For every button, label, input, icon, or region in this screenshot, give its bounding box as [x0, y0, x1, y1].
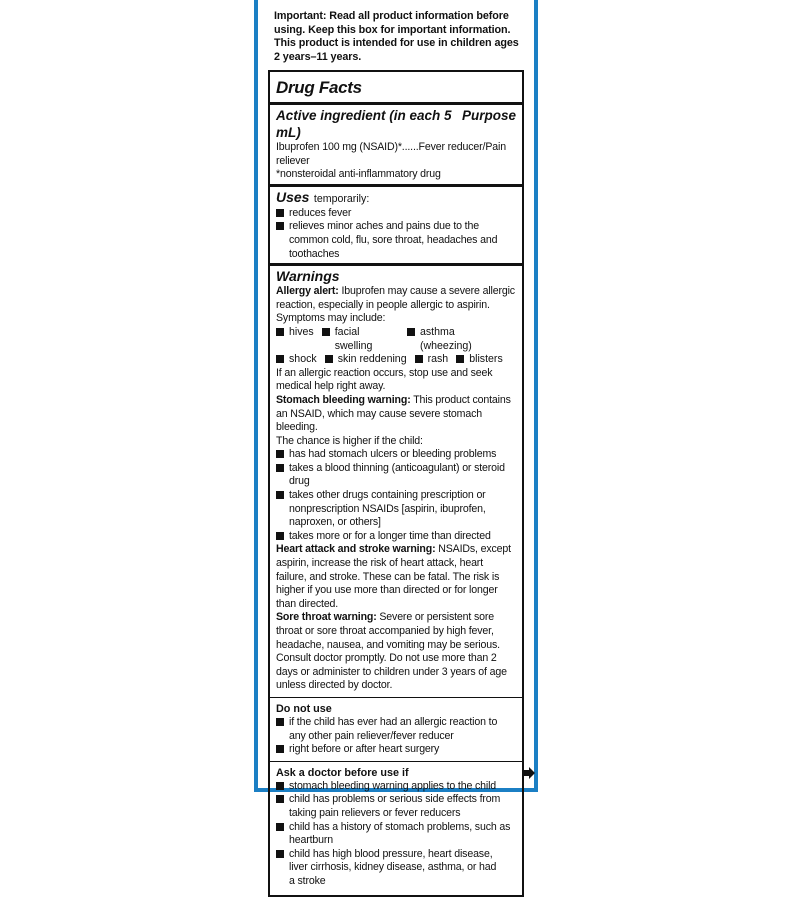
do-not-use-title: Do not use — [276, 702, 332, 715]
ingredient-footnote: *nonsteroidal anti-inflammatory drug — [276, 168, 441, 181]
active-ingredient-header — [276, 107, 516, 141]
bullet-icon — [276, 782, 284, 790]
bullet-icon — [456, 355, 464, 363]
stomach-lead: The chance is higher if the child: — [276, 434, 423, 447]
symptoms-lead: Symptoms may include: — [276, 312, 386, 325]
list-item: reduces fever — [276, 207, 516, 221]
uses-lead: temporarily: — [313, 192, 370, 205]
list-item: child has a history of stomach problems, such as heartburn — [276, 821, 516, 848]
bullet-icon — [276, 450, 284, 458]
list-item: takes more or for a longer time than directed — [276, 530, 516, 544]
list-item: right before or after heart surgery — [276, 743, 516, 757]
bullet-icon — [407, 328, 415, 336]
divider — [270, 761, 522, 762]
bullet-icon — [322, 328, 330, 336]
uses-section — [276, 189, 516, 207]
panel-inner — [268, 0, 524, 897]
list-item: takes other drugs containing prescription or nonprescription NSAIDs [aspirin, ibuprofen, naproxen, or others] — [276, 489, 516, 530]
bullet-icon — [276, 222, 284, 230]
list-item: takes a blood thinning (anticoagulant) or steroid drug — [276, 462, 516, 489]
list-item: stomach bleeding warning applies to the child — [276, 780, 516, 794]
bullet-icon — [276, 209, 284, 217]
bullet-icon — [276, 491, 284, 499]
bullet-icon — [276, 328, 284, 336]
drug-facts-panel — [254, 0, 538, 887]
list-item: if the child has ever had an allergic reaction to any other pain reliever/fever reducer — [276, 716, 516, 743]
list-item: relieves minor aches and pains due to the common cold, flu, sore throat, headaches and toothaches — [276, 220, 516, 261]
bullet-icon — [276, 355, 284, 363]
bullet-icon — [276, 850, 284, 858]
divider — [270, 697, 522, 698]
symptoms-row: shock skin reddening rash blisters — [276, 353, 516, 367]
drug-facts-title: Drug Facts — [276, 78, 362, 97]
bullet-icon — [276, 823, 284, 831]
warnings-title: Warnings — [276, 268, 340, 285]
bullet-icon — [276, 532, 284, 540]
list-item: child has high blood pressure, heart disease, liver cirrhosis, kidney disease, asthma, or had a stroke — [276, 848, 516, 889]
important-notice: Important: Read all product information before using. Keep this box for important information. This product is intended for use in children ages 2 years–11 years. — [274, 10, 519, 63]
bullet-icon — [276, 718, 284, 726]
list-item: child has problems or serious side effects from taking pain relievers or fever reducers — [276, 793, 516, 820]
bullet-icon — [325, 355, 333, 363]
divider — [270, 184, 522, 187]
divider — [270, 263, 522, 266]
stomach-warning: Stomach bleeding warning: This product contains an NSAID, which may cause severe stomach bleeding. — [276, 393, 511, 434]
bullet-icon — [276, 795, 284, 803]
throat-warning: Sore throat warning: Severe or persistent sore throat or sore throat accompanied by high fever, headache, nausea, and vomiting may be serious. Consult doctor promptly. Do not use more than 2 days or administer to children under 3 years of age unless directed by doctor. — [276, 611, 507, 692]
heart-warning: Heart attack and stroke warning: NSAIDs, except aspirin, increase the risk of heart attack, heart failure, and stroke. These can be fatal. The risk is higher if you use more than directed or for longer than directed. — [276, 543, 511, 610]
bullet-icon — [276, 745, 284, 753]
bullet-icon — [415, 355, 423, 363]
allergy-after: If an allergic reaction occurs, stop use and seek medical help right away. — [276, 366, 493, 393]
ask-doctor-title: Ask a doctor before use if — [276, 766, 409, 779]
ingredient-line: Ibuprofen 100 mg (NSAID)*......Fever reducer/Pain reliever — [276, 141, 506, 167]
divider — [270, 102, 522, 105]
right-arrow-icon — [522, 766, 536, 780]
purpose-heading: Purpose — [461, 108, 516, 123]
symptoms-row: hives facial swelling asthma (wheezing) — [276, 326, 516, 353]
allergy-alert: Allergy alert: Ibuprofen may cause a severe allergic reaction, especially in people allergic to aspirin. — [276, 285, 515, 311]
list-item: has had stomach ulcers or bleeding problems — [276, 448, 516, 462]
active-ingredient-heading: Active ingredient (in each 5 mL) — [276, 108, 452, 140]
bullet-icon — [276, 464, 284, 472]
uses-title: Uses — [276, 188, 310, 205]
drug-facts-box — [268, 70, 524, 897]
